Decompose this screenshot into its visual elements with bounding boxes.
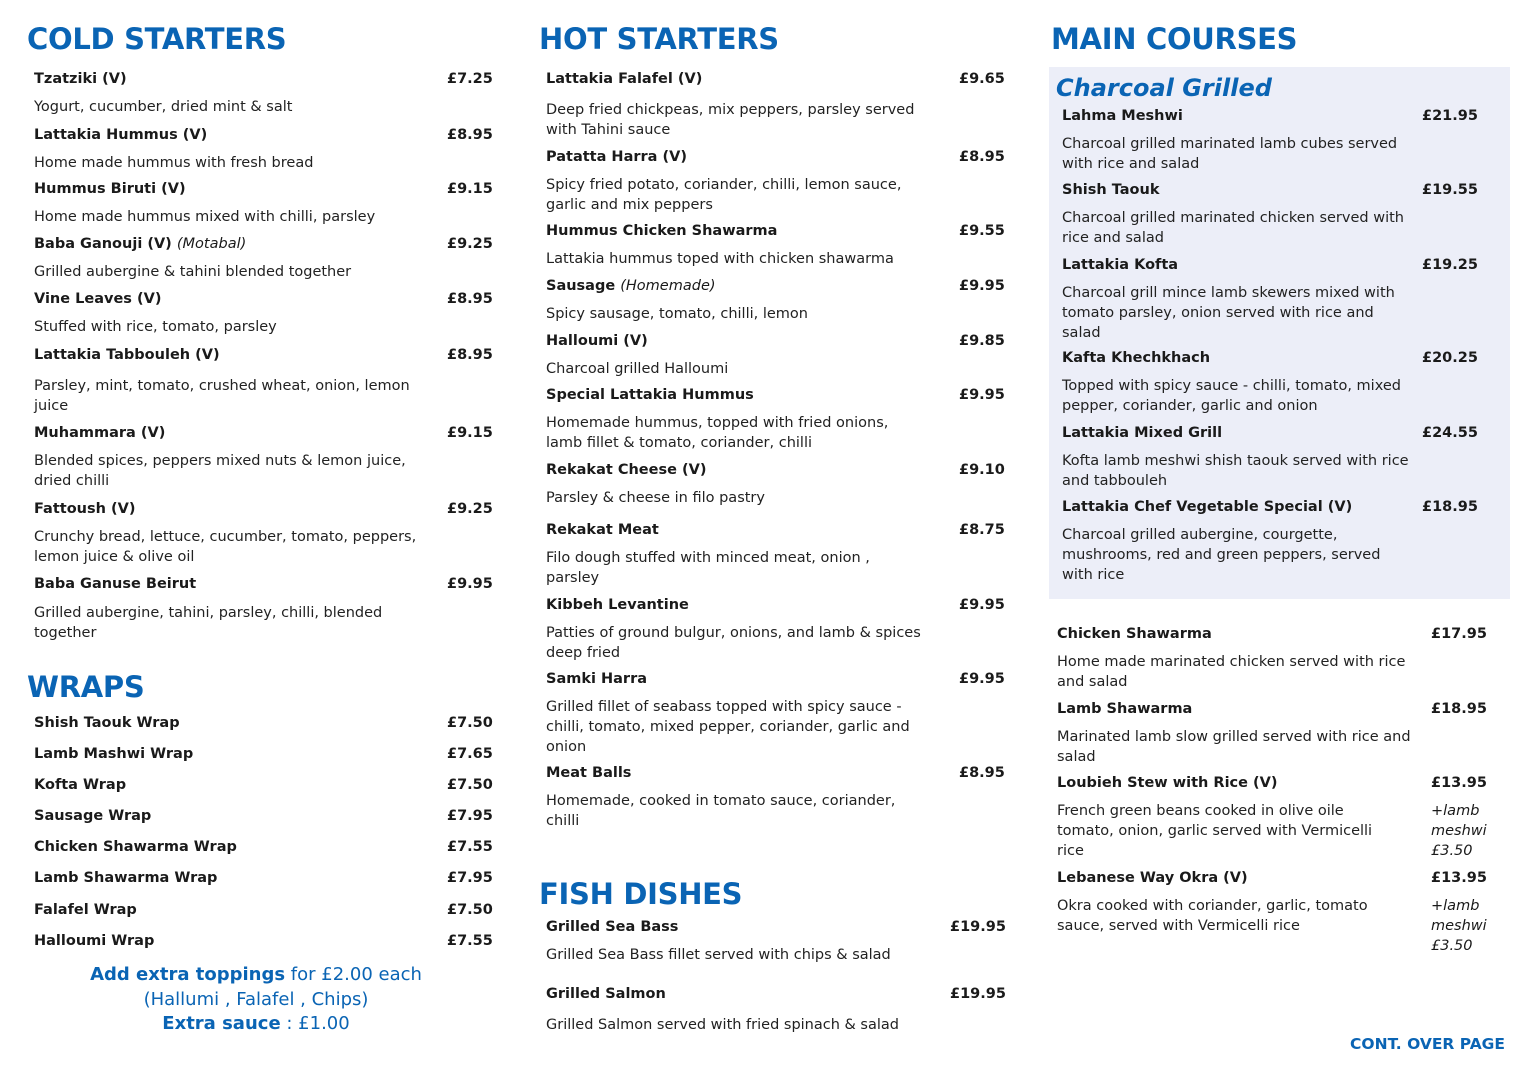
- item-name: Muhammara (V): [34, 425, 166, 441]
- item-name: Patatta Harra (V): [546, 149, 687, 165]
- item-name: Lahma Meshwi: [1062, 108, 1183, 124]
- item-price: £9.25: [447, 501, 493, 517]
- item-description: Home made hummus with fresh bread: [34, 155, 314, 171]
- extras-toppings-price: for £2.00 each: [285, 964, 422, 985]
- menu-item: [1062, 349, 1511, 416]
- subsection-title-charcoal-grilled: Charcoal Grilled: [1056, 74, 1272, 102]
- item-price: £9.95: [959, 671, 1005, 687]
- item-description: Topped with spicy sauce - chilli, tomato, mixed pepper, coriander, garlic and onion: [1062, 378, 1401, 414]
- item-note: (Homemade): [620, 278, 716, 294]
- item-addon: +lamb meshwi £3.50: [1431, 803, 1487, 859]
- item-name: [34, 235, 246, 253]
- item-name: Tzatziki (V): [34, 71, 127, 87]
- item-price: £9.15: [447, 425, 493, 441]
- item-price: £9.55: [959, 223, 1005, 239]
- item-price: £13.95: [1431, 775, 1487, 791]
- item-name: Hummus Biruti (V): [34, 181, 186, 197]
- continued-over-page-note: CONT. OVER PAGE: [1350, 1035, 1505, 1053]
- item-name: Lattakia Kofta: [1062, 257, 1179, 273]
- wrap-item-name: Chicken Shawarma Wrap: [34, 839, 237, 855]
- item-description: Grilled aubergine & tahini blended together: [34, 264, 352, 280]
- section-title-main-courses: MAIN COURSES: [1051, 22, 1298, 56]
- item-price: £8.75: [959, 522, 1005, 538]
- item-name: Grilled Sea Bass: [546, 919, 679, 935]
- wrap-item-name: Sausage Wrap: [34, 808, 152, 824]
- item-name: Vine Leaves (V): [34, 291, 162, 307]
- item-description: Yogurt, cucumber, dried mint & salt: [34, 99, 293, 115]
- item-price: £9.95: [959, 387, 1005, 403]
- wrap-item-price: £7.55: [447, 839, 493, 855]
- menu-item: [546, 222, 1009, 269]
- menu-item: [1062, 424, 1511, 491]
- menu-item: [34, 346, 497, 416]
- item-description: Deep fried chickpeas, mix peppers, parsley served with Tahini sauce: [546, 102, 915, 138]
- item-description: Kofta lamb meshwi shish taouk served with rice and tabbouleh: [1062, 453, 1409, 489]
- item-description: Home made marinated chicken served with rice and salad: [1057, 654, 1406, 690]
- item-price: £8.95: [959, 149, 1005, 165]
- wrap-item-name: Lamb Mashwi Wrap: [34, 746, 194, 762]
- item-name: Halloumi (V): [546, 333, 648, 349]
- item-price: £18.95: [1422, 499, 1478, 515]
- menu-item: [1062, 498, 1511, 585]
- item-price: £13.95: [1431, 870, 1487, 886]
- menu-item: [546, 148, 1009, 215]
- menu-item: [546, 985, 1009, 1035]
- extras-sauce-label: Extra sauce: [162, 1013, 281, 1034]
- item-addon: +lamb meshwi £3.50: [1431, 898, 1487, 954]
- menu-item: [34, 70, 497, 117]
- section-title-hot-starters: HOT STARTERS: [539, 22, 779, 56]
- menu-item: [1062, 256, 1511, 343]
- item-description: Spicy fried potato, coriander, chilli, lemon sauce, garlic and mix peppers: [546, 177, 902, 213]
- item-price: £24.55: [1422, 425, 1478, 441]
- item-description: Lattakia hummus toped with chicken shawarma: [546, 251, 894, 267]
- item-description: Grilled Sea Bass fillet served with chips & salad: [546, 947, 891, 963]
- wrap-item-price: £7.65: [447, 746, 493, 762]
- item-name: Baba Ganuse Beirut: [34, 576, 197, 592]
- item-price: £18.95: [1431, 701, 1487, 717]
- item-description: Charcoal grilled aubergine, courgette, mushrooms, red and green peppers, served with rice: [1062, 527, 1381, 583]
- item-description: Grilled aubergine, tahini, parsley, chilli, blended together: [34, 605, 383, 641]
- menu-item: [1062, 107, 1511, 174]
- item-description: Crunchy bread, lettuce, cucumber, tomato, peppers, lemon juice & olive oil: [34, 529, 417, 565]
- menu-item: [546, 332, 1009, 379]
- item-description: French green beans cooked in olive oile tomato, onion, garlic served with Vermicelli rice: [1057, 803, 1373, 859]
- item-name: Chicken Shawarma: [1057, 626, 1212, 642]
- section-title-fish-dishes: FISH DISHES: [539, 877, 743, 911]
- item-price: £8.95: [959, 765, 1005, 781]
- item-name: [546, 277, 716, 295]
- menu-item: [546, 277, 1009, 324]
- menu-item: [34, 290, 497, 337]
- item-description: Okra cooked with coriander, garlic, tomato sauce, served with Vermicelli rice: [1057, 898, 1368, 934]
- menu-item: [546, 918, 1009, 965]
- item-name: Kibbeh Levantine: [546, 597, 689, 613]
- item-price: £9.25: [447, 236, 493, 252]
- menu-item: [546, 764, 1009, 831]
- item-name: Special Lattakia Hummus: [546, 387, 754, 403]
- item-price: £9.95: [959, 597, 1005, 613]
- item-description: Homemade, cooked in tomato sauce, coriander, chilli: [546, 793, 896, 829]
- item-description: Parsley, mint, tomato, crushed wheat, onion, lemon juice: [34, 378, 410, 414]
- menu-item: [34, 180, 497, 227]
- item-name: Kafta Khechkhach: [1062, 350, 1211, 366]
- item-description: Charcoal grill mince lamb skewers mixed with tomato parsley, onion served with rice and salad: [1062, 285, 1395, 341]
- item-price: £19.95: [950, 986, 1006, 1002]
- item-price: £8.95: [447, 347, 493, 363]
- item-price: £7.25: [447, 71, 493, 87]
- wraps-extras-note: [27, 963, 485, 1037]
- item-name: Hummus Chicken Shawarma: [546, 223, 778, 239]
- item-name: Grilled Salmon: [546, 986, 666, 1002]
- menu-item: [34, 424, 497, 491]
- item-name: Samki Harra: [546, 671, 648, 687]
- item-name: Rekakat Cheese (V): [546, 462, 707, 478]
- menu-item: [34, 235, 497, 282]
- item-name: Lattakia Hummus (V): [34, 127, 208, 143]
- item-price: £19.25: [1422, 257, 1478, 273]
- item-price: £19.55: [1422, 182, 1478, 198]
- item-price: £9.15: [447, 181, 493, 197]
- item-description: Charcoal grilled marinated lamb cubes served with rice and salad: [1062, 136, 1398, 172]
- item-price: £9.65: [959, 71, 1005, 87]
- item-description: Home made hummus mixed with chilli, parsley: [34, 209, 376, 225]
- item-description: Grilled Salmon served with fried spinach & salad: [546, 1017, 899, 1033]
- item-description: Homemade hummus, topped with fried onions, lamb fillet & tomato, coriander, chilli: [546, 415, 889, 451]
- item-name-text: Baba Ganouji (V): [34, 236, 172, 252]
- item-name: Meat Balls: [546, 765, 632, 781]
- item-description: Stuffed with rice, tomato, parsley: [34, 319, 277, 335]
- menu-item: [546, 596, 1009, 663]
- item-description: Filo dough stuffed with minced meat, onion , parsley: [546, 550, 870, 586]
- item-note: (Motabal): [176, 236, 247, 252]
- item-price: £8.95: [447, 291, 493, 307]
- wrap-item-name: Kofta Wrap: [34, 777, 127, 793]
- item-name: Lattakia Falafel (V): [546, 71, 703, 87]
- item-name: Lattakia Mixed Grill: [1062, 425, 1223, 441]
- item-description: Marinated lamb slow grilled served with rice and salad: [1057, 729, 1411, 765]
- item-price: £9.10: [959, 462, 1005, 478]
- item-description: Patties of ground bulgur, onions, and lamb & spices deep fried: [546, 625, 921, 661]
- extras-toppings-label: Add extra toppings: [90, 964, 286, 985]
- item-name: Fattoush (V): [34, 501, 136, 517]
- item-name: Lattakia Tabbouleh (V): [34, 347, 220, 363]
- wrap-item-price: £7.50: [447, 715, 493, 731]
- item-description: Charcoal grilled Halloumi: [546, 361, 729, 377]
- item-price: £9.95: [447, 576, 493, 592]
- item-description: Parsley & cheese in filo pastry: [546, 490, 765, 506]
- menu-item: [34, 500, 497, 567]
- wrap-item-name: Halloumi Wrap: [34, 933, 155, 949]
- menu-item: [546, 670, 1009, 757]
- menu-item: [546, 461, 1009, 508]
- menu-item: [546, 521, 1009, 588]
- item-price: £21.95: [1422, 108, 1478, 124]
- item-name: Loubieh Stew with Rice (V): [1057, 775, 1278, 791]
- item-price: £19.95: [950, 919, 1006, 935]
- section-title-cold-starters: COLD STARTERS: [27, 22, 287, 56]
- item-price: £9.95: [959, 278, 1005, 294]
- wrap-item-price: £7.95: [447, 808, 493, 824]
- wrap-item-price: £7.95: [447, 870, 493, 886]
- section-title-wraps: WRAPS: [27, 670, 145, 704]
- item-price: £17.95: [1431, 626, 1487, 642]
- item-price: £9.85: [959, 333, 1005, 349]
- extras-sauce-price: : £1.00: [280, 1013, 350, 1034]
- menu-item: [1057, 774, 1511, 861]
- wrap-item-name: Lamb Shawarma Wrap: [34, 870, 218, 886]
- extras-line-2: (Hallumi , Falafel , Chips): [143, 988, 369, 1010]
- menu-item: [546, 70, 1009, 140]
- item-description: Grilled fillet of seabass topped with spicy sauce - chilli, tomato, mixed pepper, coriander, garlic and onion: [546, 699, 910, 755]
- wrap-item-name: Falafel Wrap: [34, 902, 137, 918]
- menu-item: [1062, 181, 1511, 248]
- item-name: Lattakia Chef Vegetable Special (V): [1062, 499, 1353, 515]
- item-name-text: Sausage: [546, 278, 616, 294]
- wrap-item-price: £7.50: [447, 902, 493, 918]
- wrap-item-price: £7.55: [447, 933, 493, 949]
- menu-item: [1057, 700, 1511, 767]
- menu-item: [1057, 869, 1511, 954]
- item-description: Charcoal grilled marinated chicken served with rice and salad: [1062, 210, 1404, 246]
- item-name: Shish Taouk: [1062, 182, 1160, 198]
- extras-line-3: [27, 1012, 485, 1037]
- extras-line-1: [27, 963, 485, 988]
- item-price: £8.95: [447, 127, 493, 143]
- item-description: Spicy sausage, tomato, chilli, lemon: [546, 306, 808, 322]
- menu-item: [1057, 625, 1511, 692]
- wrap-item-price: £7.50: [447, 777, 493, 793]
- menu-item: [34, 575, 497, 643]
- item-name: Lamb Shawarma: [1057, 701, 1193, 717]
- menu-item: [34, 126, 497, 173]
- item-name: Rekakat Meat: [546, 522, 659, 538]
- menu-item: [546, 386, 1009, 453]
- item-name: Lebanese Way Okra (V): [1057, 870, 1248, 886]
- wrap-item-name: Shish Taouk Wrap: [34, 715, 180, 731]
- item-price: £20.25: [1422, 350, 1478, 366]
- item-description: Blended spices, peppers mixed nuts & lemon juice, dried chilli: [34, 453, 406, 489]
